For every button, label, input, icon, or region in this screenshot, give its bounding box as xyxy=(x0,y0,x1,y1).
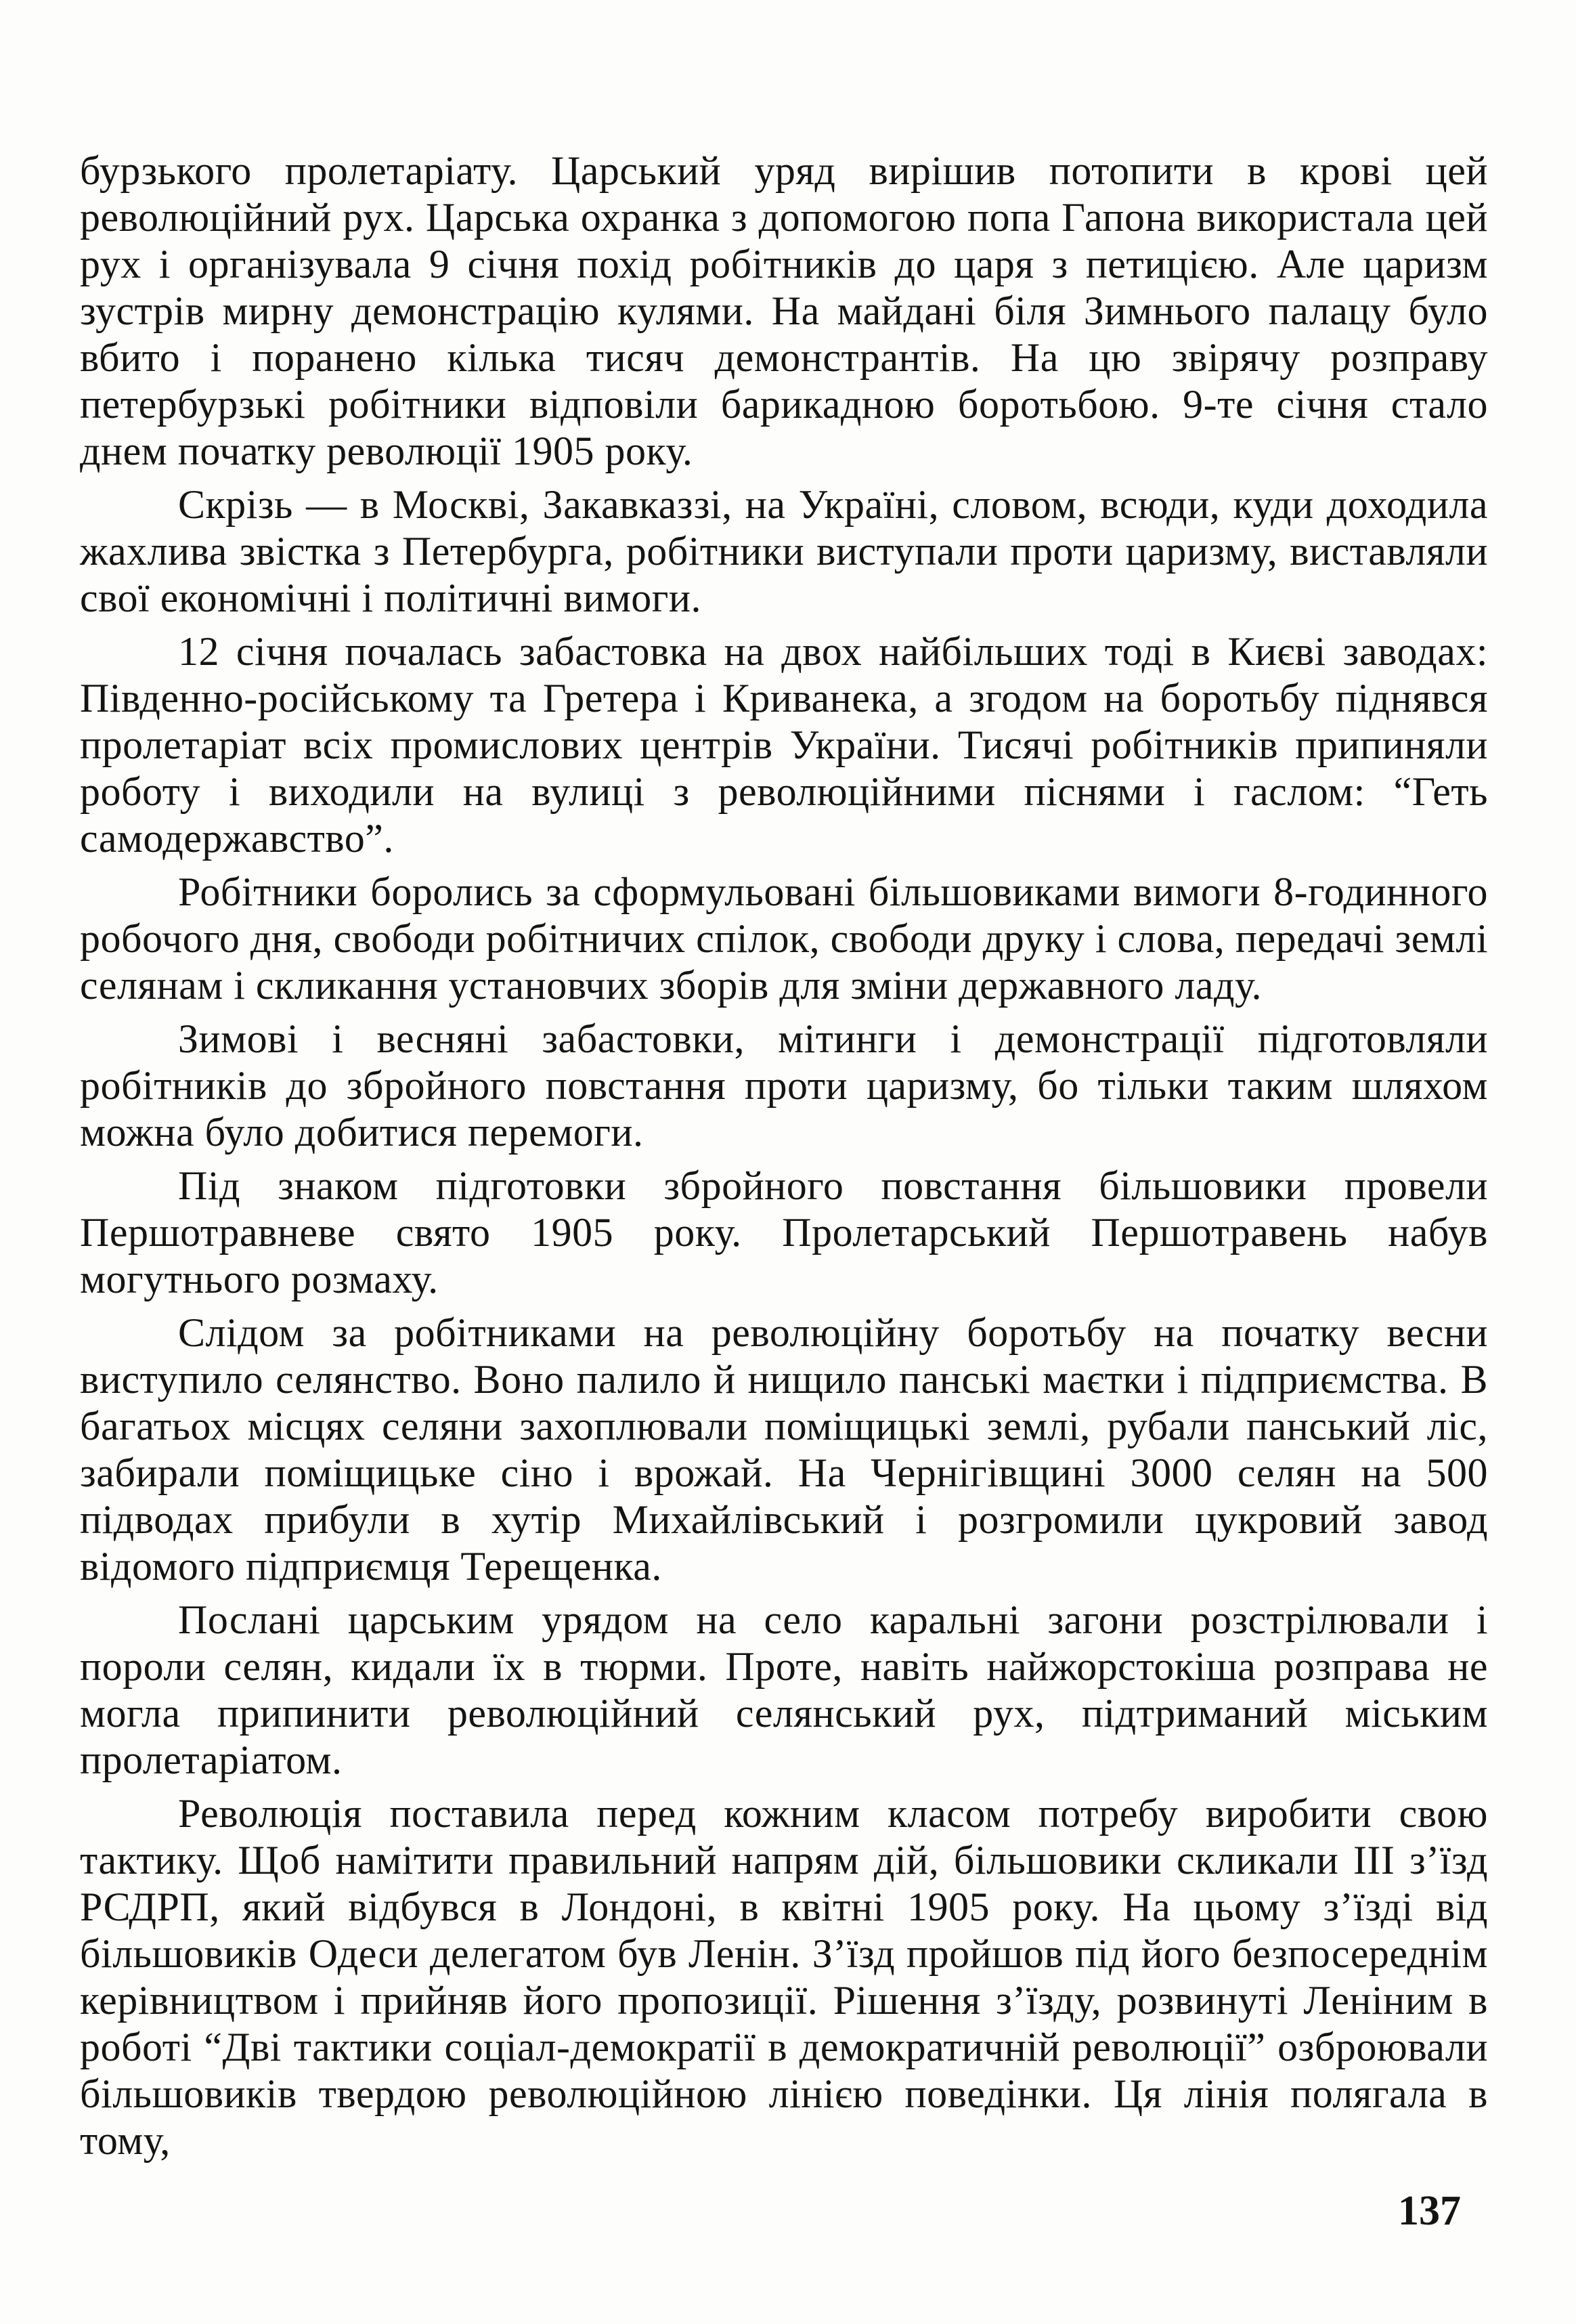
paragraph: Послані царським урядом на село каральні загони розстрілювали і пороли селян, кидали їх в тюрми. Проте, навіть найжорстокіша розправа не могла припинити революційний селянський рух, підтриманий міським пролетаріатом. xyxy=(80,1597,1488,1782)
paragraph: Скрізь — в Москві, Закавказзі, на Україні, словом, всюди, куди доходила жахлива звістка з Петербурга, робітники виступали проти царизму, виставляли свої економічні і політичні вимоги. xyxy=(80,482,1488,620)
paragraph: Слідом за робітниками на революційну боротьбу на початку весни виступило селянство. Воно палило й нищило панські маєтки і підприємства. В багатьох місцях селяни захоплювали поміщицькі землі, рубали панський ліс, забирали поміщицьке сіно і врожай. На Чернігівщині 3000 селян на 500 підводах прибули в хутір Михайлівський і розгромили цукровий завод відомого підприємця Терещенка. xyxy=(80,1310,1488,1589)
paragraph: 12 січня почалась забастовка на двох найбільших тоді в Києві заводах: Південно-російському та Гретера і Криванека, а згодом на боротьбу піднявся пролетаріат всіх промислових центрів України. Тисячі робітників припиняли роботу і виходили на вулиці з революційними піснями і гаслом: “Геть самодержавство”. xyxy=(80,629,1488,861)
paragraph: бурзького пролетаріату. Царський уряд вирішив потопити в крові цей революційний рух. Царська охранка з допомогою попа Гапона використала цей рух і організувала 9 січня похід робітників до царя з петицією. Але царизм зустрів мирну демонстрацію кулями. На майдані біля Зимнього палацу було вбито і поранено кілька тисяч демонстрантів. На цю звірячу розправу петербурзькі робітники відповіли барикадною боротьбою. 9-те січня стало днем початку революції 1905 року. xyxy=(80,148,1488,473)
page-number: 137 xyxy=(1398,2188,1461,2234)
paragraph: Зимові і весняні забастовки, мітинги і демонстрації підготовляли робітників до збройного повстання проти царизму, бо тільки таким шляхом можна було добитися перемоги. xyxy=(80,1016,1488,1155)
body-text xyxy=(80,148,1488,2171)
paragraph: Робітники боролись за сформульовані більшовиками вимоги 8-годинного робочого дня, свободи робітничих спілок, свободи друку і слова, передачі землі селянам і скликання установчих зборів для зміни державного ладу. xyxy=(80,869,1488,1008)
paragraph: Революція поставила перед кожним класом потребу виробити свою тактику. Щоб намітити правильний напрям дій, більшовики скликали III з’їзд РСДРП, який відбувся в Лондоні, в квітні 1905 року. На цьому з’їзді від більшовиків Одеси делегатом був Ленін. З’їзд пройшов під його безпосереднім керівництвом і прийняв його пропозиції. Рішення з’їзду, розвинуті Леніним в роботі “Дві тактики соціал-демократії в демократичній революції” озброювали більшовиків твердою революційною лінією поведінки. Ця лінія полягала в тому, xyxy=(80,1791,1488,2163)
paragraph: Під знаком підготовки збройного повстання більшовики провели Першотравневе свято 1905 року. Пролетарський Першотравень набув могутнього розмаху. xyxy=(80,1163,1488,1301)
